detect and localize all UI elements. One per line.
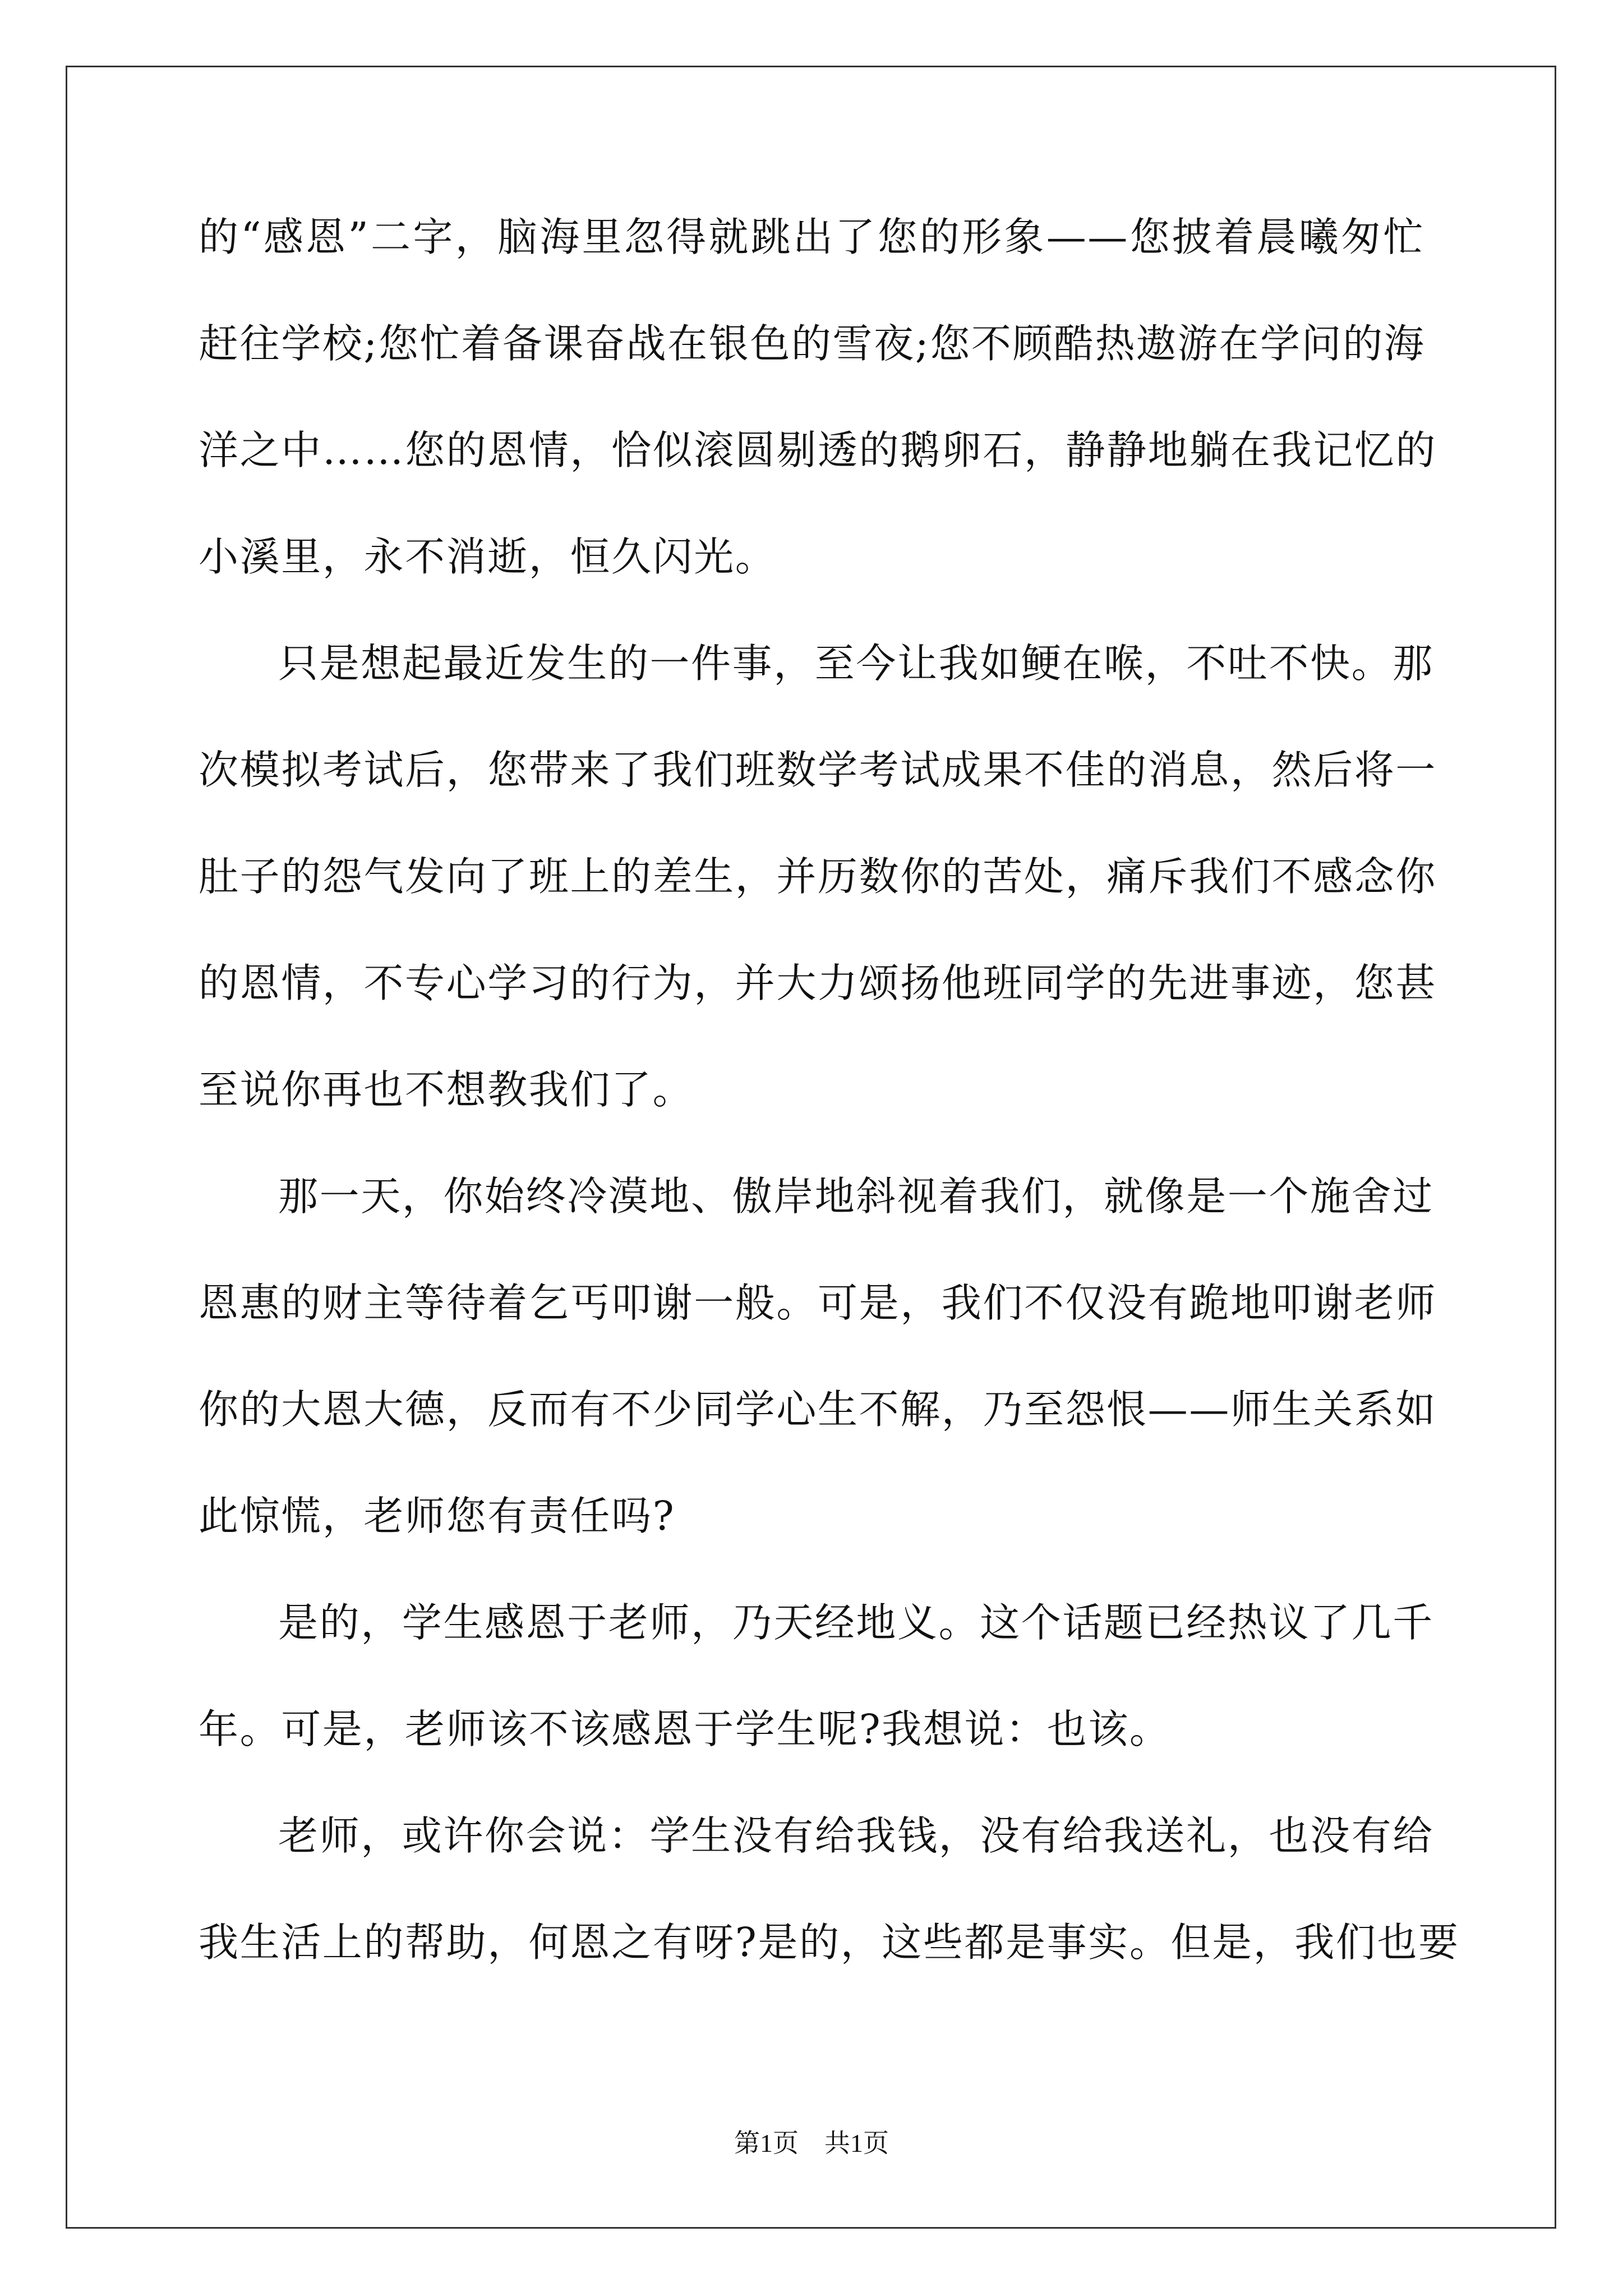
- paragraph-first-line: 那一天，你始终冷漠地、傲岸地斜视着我们，就像是一个施舍过: [278, 1173, 1434, 1220]
- text-line: 赶往学校;您忙着备课奋战在银色的雪夜;您不顾酷热遨游在学问的海: [199, 320, 1426, 367]
- text-line: 恩惠的财主等待着乞丐叩谢一般。可是，我们不仅没有跪地叩谢老师: [199, 1280, 1437, 1326]
- text-line: 洋之中……您的恩情，恰似滚圆剔透的鹅卵石，静静地躺在我记忆的: [199, 427, 1437, 473]
- text-line: 小溪里，永不消逝，恒久闪光。: [199, 533, 777, 580]
- text-line: 的恩情，不专心学习的行为，并大力颂扬他班同学的先进事迹，您甚: [199, 960, 1437, 1006]
- document-body: [199, 211, 1460, 2023]
- text-line: 你的大恩大德，反而有不少同学心生不解，乃至怨恨——师生关系如: [199, 1386, 1437, 1433]
- page-number: 第1页: [734, 2129, 799, 2157]
- text-line: 至说你再也不想教我们了。: [199, 1066, 694, 1113]
- text-line: 此惊慌，老师您有责任吗?: [199, 1493, 676, 1539]
- text-line: 我生活上的帮助，何恩之有呀?是的，这些都是事实。但是，我们也要: [199, 1919, 1460, 1966]
- text-line: 的“感恩”二字，脑海里忽得就跳出了您的形象——您披着晨曦匆忙: [199, 214, 1424, 260]
- text-line: 肚子的怨气发向了班上的差生，并历数你的苦处，痛斥我们不感念你: [199, 853, 1437, 900]
- text-line: 年。可是，老师该不该感恩于学生呢?我想说：也该。: [199, 1706, 1171, 1752]
- paragraph-first-line: 老师，或许你会说：学生没有给我钱，没有给我送礼，也没有给: [278, 1812, 1434, 1859]
- text-line: 次模拟考试后，您带来了我们班数学考试成果不佳的消息，然后将一: [199, 747, 1437, 793]
- paragraph-first-line: 只是想起最近发生的一件事，至今让我如鲠在喉，不吐不快。那: [278, 640, 1434, 687]
- page-footer: [0, 2128, 1623, 2159]
- page-total: 共1页: [824, 2129, 889, 2157]
- paragraph-first-line: 是的，学生感恩于老师，乃天经地义。这个话题已经热议了几千: [278, 1599, 1434, 1646]
